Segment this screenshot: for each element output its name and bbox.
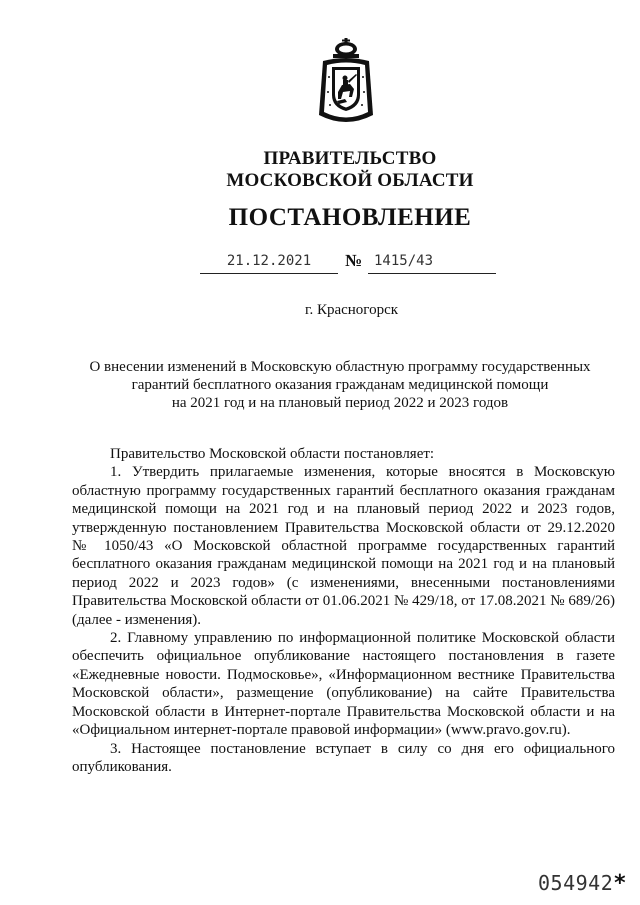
moscow-oblast-coat-of-arms-icon xyxy=(315,37,377,129)
serial-number-stamp xyxy=(538,871,627,896)
body-paragraph-1: 1. Утвердить прилагаемые изменения, которые вносятся в Московскую областную программу государственных гарантий бесплатного оказания гражданам медицинской помощи на 2021 год и на плановый период 2022 и 2023 годов, утвержденную постановлением Правительства Московской области от 29.12.2020 № 1050/43 «О Московской областной программе государственных гарантий бесплатного оказания гражданам медицинской помощи на 2021 год и на плановый период 2022 и 2023 годов» (с изменениями, внесенными постановлениями Правительства Московской области от 01.06.2021 № 429/18, от 17.08.2021 № 689/26) (далее - изменения). xyxy=(72,464,615,628)
subject-line1: О внесении изменений в Московскую областную программу государственных xyxy=(89,359,591,375)
serial-number: 054942 xyxy=(538,871,614,895)
subject-line3: на 2021 год и на плановый период 2022 и 2023 годов xyxy=(171,395,509,411)
body-paragraph-3: 3. Настоящее постановление вступает в силу со дня его официального опубликования. xyxy=(72,740,615,775)
body-paragraph-2: 2. Главному управлению по информационной политике Московской области обеспечить официальное опубликование настоящего постановления в газете «Ежедневные новости. Подмосковье», «Информационном вестнике Правительства Московской области», размещение (опубликование) на сайте Правительства Московской области в Интернет-портале Правительства Московской области и на «Официальном интернет-портале правовой информации» (www.pravo.gov.ru). xyxy=(72,630,615,739)
document-number: 1415/43 xyxy=(368,253,496,274)
government-name-line1: ПРАВИТЕЛЬСТВО xyxy=(263,148,437,169)
body-intro: Правительство Московской области постановляет: xyxy=(110,446,435,462)
document-subject xyxy=(50,358,630,412)
serial-mark: * xyxy=(613,871,627,896)
government-name-line2: МОСКОВСКОЙ ОБЛАСТИ xyxy=(226,170,474,191)
subject-line2: гарантий бесплатного оказания гражданам медицинской помощи xyxy=(131,377,549,393)
document-city: г. Красногорск xyxy=(305,302,399,318)
document-date: 21.12.2021 xyxy=(200,253,338,274)
document-type-title: ПОСТАНОВЛЕНИЕ xyxy=(228,204,472,231)
document-body xyxy=(72,445,615,776)
number-sign: № xyxy=(345,251,363,270)
